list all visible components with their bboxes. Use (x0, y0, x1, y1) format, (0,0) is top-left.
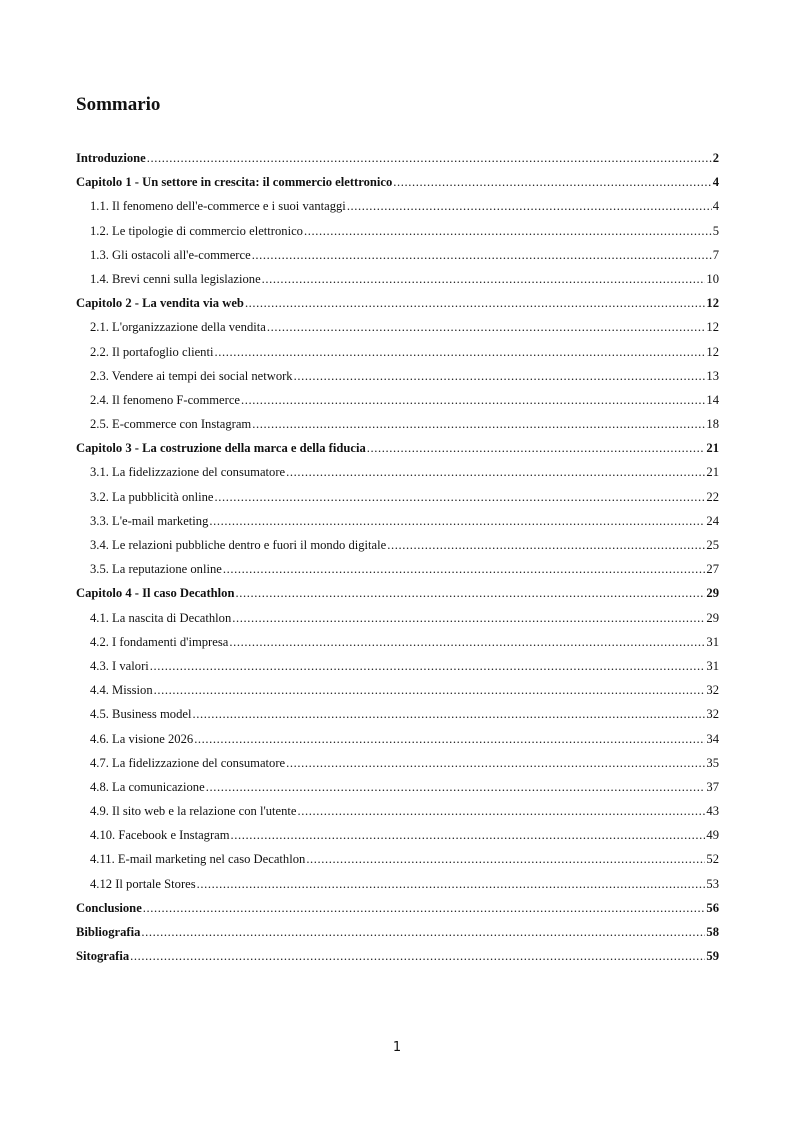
toc-dot-leader (286, 460, 705, 484)
toc-entry-page: 56 (706, 900, 719, 915)
toc-entry-page: 35 (706, 755, 719, 770)
toc-dot-leader (387, 533, 705, 557)
toc-entry-section[interactable] (76, 823, 719, 847)
toc-entry-label: Capitolo 3 - La costruzione della marca e della fiducia (76, 441, 366, 456)
toc-dot-leader (223, 557, 706, 581)
toc-dot-leader (245, 291, 705, 315)
toc-entry-label: 2.2. Il portafoglio clienti (90, 344, 214, 359)
toc-dot-leader (252, 412, 705, 436)
toc-entry-section[interactable] (76, 630, 719, 654)
toc-entry-label: Capitolo 4 - Il caso Decathlon (76, 586, 235, 601)
toc-entry-section[interactable] (76, 702, 719, 726)
toc-dot-leader (147, 146, 712, 170)
toc-entry-chapter[interactable] (76, 436, 719, 460)
toc-dot-leader (262, 267, 706, 291)
toc-entry-page: 59 (706, 949, 719, 964)
toc-entry-label: Capitolo 2 - La vendita via web (76, 296, 244, 311)
toc-entry-label: 4.7. La fidelizzazione del consumatore (90, 755, 286, 770)
toc-entry-label: 1.2. Le tipologie di commercio elettronico (90, 223, 303, 238)
toc-entry-page: 2 (712, 151, 719, 165)
toc-entry-page: 27 (706, 562, 719, 577)
toc-dot-leader (232, 606, 705, 630)
toc-entry-label: 4.9. Il sito web e la relazione con l'utente (90, 804, 297, 819)
toc-entry-page: 22 (706, 489, 719, 504)
toc-entry-label: 4.10. Facebook e Instagram (90, 828, 230, 843)
toc-entry-page: 52 (706, 852, 719, 867)
toc-entry-label: 1.3. Gli ostacoli all'e-commerce (90, 247, 251, 262)
toc-entry-section[interactable] (76, 872, 719, 896)
toc-dot-leader (347, 194, 712, 218)
toc-dot-leader (252, 243, 712, 267)
toc-entry-page: 34 (706, 731, 719, 746)
toc-dot-leader (304, 219, 712, 243)
toc-entry-label: 4.12 Il portale Stores (90, 876, 196, 891)
page-title: Sommario (76, 94, 161, 115)
toc-entry-label: 3.3. L'e-mail marketing (90, 513, 209, 528)
toc-entry-page: 5 (712, 223, 719, 238)
toc-dot-leader (286, 751, 705, 775)
toc-entry-section[interactable] (76, 412, 719, 436)
toc-entry-label: Capitolo 1 - Un settore in crescita: il commercio elettronico (76, 175, 393, 190)
toc-entry-label: 3.5. La reputazione online (90, 562, 222, 577)
toc-entry-label: 3.2. La pubblicità online (90, 489, 214, 504)
toc-dot-leader (231, 823, 706, 847)
toc-entry-section[interactable] (76, 678, 719, 702)
toc-entry-page: 14 (706, 392, 719, 407)
toc-entry-section[interactable] (76, 340, 719, 364)
toc-dot-leader (306, 847, 705, 871)
toc-entry-label: 4.1. La nascita di Decathlon (90, 610, 232, 625)
toc-entry-section[interactable] (76, 243, 719, 267)
toc-entry-label: 2.1. L'organizzazione della vendita (90, 320, 266, 335)
toc-entry-section[interactable] (76, 194, 719, 218)
toc-entry-page: 32 (706, 707, 719, 722)
toc-dot-leader (130, 944, 705, 968)
toc-entry-page: 4 (712, 175, 719, 190)
toc-entry-label: Bibliografia (76, 925, 141, 939)
toc-entry-chapter[interactable] (76, 170, 719, 194)
toc-dot-leader (267, 315, 706, 339)
toc-dot-leader (150, 654, 706, 678)
toc-entry-label: 4.5. Business model (90, 707, 192, 722)
toc-entry-chapter[interactable] (76, 581, 719, 605)
toc-entry-page: 12 (706, 344, 719, 359)
toc-entry-section[interactable] (76, 654, 719, 678)
toc-entry-label: 4.6. La visione 2026 (90, 731, 194, 746)
toc-entry-page: 25 (706, 538, 719, 552)
toc-entry-chapter[interactable] (76, 291, 719, 315)
toc-entry-page: 21 (706, 441, 719, 456)
toc-entry-label: 2.4. Il fenomeno F-commerce (90, 392, 241, 407)
toc-entry-section[interactable] (76, 364, 719, 388)
toc-entry-section[interactable] (76, 460, 719, 484)
toc-entry-page: 10 (706, 271, 719, 286)
toc-dot-leader (298, 799, 706, 823)
toc-dot-leader (229, 630, 705, 654)
toc-dot-leader (143, 896, 706, 920)
toc-entry-section[interactable] (76, 219, 719, 243)
toc-entry-page: 4 (712, 199, 719, 214)
toc-entry-section[interactable] (76, 557, 719, 581)
toc-entry-label: 4.8. La comunicazione (90, 779, 205, 794)
toc-entry-page: 12 (706, 296, 719, 311)
toc-dot-leader (294, 364, 706, 388)
toc-dot-leader (154, 678, 706, 702)
toc-entry-page: 24 (706, 513, 719, 528)
toc-dot-leader (206, 775, 706, 799)
toc-dot-leader (192, 702, 705, 726)
toc-entry-label: Conclusione (76, 900, 142, 915)
toc-entry-page: 31 (706, 634, 719, 649)
toc-entry-page: 43 (706, 804, 719, 819)
toc-entry-label: 2.5. E-commerce con Instagram (90, 417, 252, 432)
toc-entry-section[interactable] (76, 751, 719, 775)
toc-entry-label: 4.3. I valori (90, 658, 149, 673)
toc-entry-page: 21 (706, 465, 719, 480)
toc-dot-leader (194, 727, 705, 751)
toc-dot-leader (209, 509, 705, 533)
toc-entry-label: 4.2. I fondamenti d'impresa (90, 634, 229, 649)
toc-entry-label: Sitografia (76, 949, 130, 964)
toc-entry-label: Introduzione (76, 151, 146, 165)
toc-dot-leader (141, 920, 705, 944)
toc-entry-section[interactable] (76, 267, 719, 291)
toc-entry-section[interactable] (76, 485, 719, 509)
toc-entry-label: 4.4. Mission (90, 683, 153, 698)
toc-entry-label: 1.4. Brevi cenni sulla legislazione (90, 271, 261, 286)
toc-entry-page: 29 (706, 586, 719, 601)
toc-entry-chapter[interactable] (76, 944, 719, 968)
toc-entry-page: 7 (712, 247, 719, 262)
toc-dot-leader (214, 340, 705, 364)
toc-entry-page: 12 (706, 320, 719, 335)
toc-entry-page: 58 (706, 925, 719, 939)
toc-dot-leader (197, 872, 706, 896)
toc-entry-section[interactable] (76, 775, 719, 799)
toc-entry-page: 37 (706, 779, 719, 794)
toc-entry-page: 49 (706, 828, 719, 843)
toc-dot-leader (367, 436, 706, 460)
toc-entry-page: 13 (706, 368, 719, 383)
toc-entry-section[interactable] (76, 388, 719, 412)
toc-entry-chapter[interactable] (76, 146, 719, 170)
toc-entry-label: 3.1. La fidelizzazione del consumatore (90, 465, 286, 480)
toc-entry-section[interactable] (76, 606, 719, 630)
toc-entry-section[interactable] (76, 799, 719, 823)
toc-entry-page: 53 (706, 876, 719, 891)
toc-dot-leader (393, 170, 711, 194)
toc-entry-label: 4.11. E-mail marketing nel caso Decathlon (90, 852, 306, 867)
toc-dot-leader (214, 485, 705, 509)
toc-dot-leader (235, 581, 705, 605)
toc-entry-page: 18 (706, 417, 719, 432)
toc-entry-chapter[interactable] (76, 896, 719, 920)
table-of-contents (76, 146, 719, 968)
toc-entry-page: 32 (706, 683, 719, 698)
toc-entry-label: 1.1. Il fenomeno dell'e-commerce e i suoi vantaggi (90, 199, 346, 214)
toc-dot-leader (241, 388, 705, 412)
toc-entry-chapter[interactable] (76, 920, 719, 944)
toc-entry-section[interactable] (76, 847, 719, 871)
toc-entry-label: 3.4. Le relazioni pubbliche dentro e fuori il mondo digitale (90, 538, 387, 552)
toc-entry-label: 2.3. Vendere ai tempi dei social network (90, 368, 293, 383)
toc-entry-page: 31 (706, 658, 719, 673)
toc-entry-section[interactable] (76, 509, 719, 533)
toc-entry-page: 29 (706, 610, 719, 625)
toc-entry-section[interactable] (76, 533, 719, 557)
toc-entry-section[interactable] (76, 727, 719, 751)
toc-entry-section[interactable] (76, 315, 719, 339)
page-number: 1 (392, 1040, 402, 1055)
